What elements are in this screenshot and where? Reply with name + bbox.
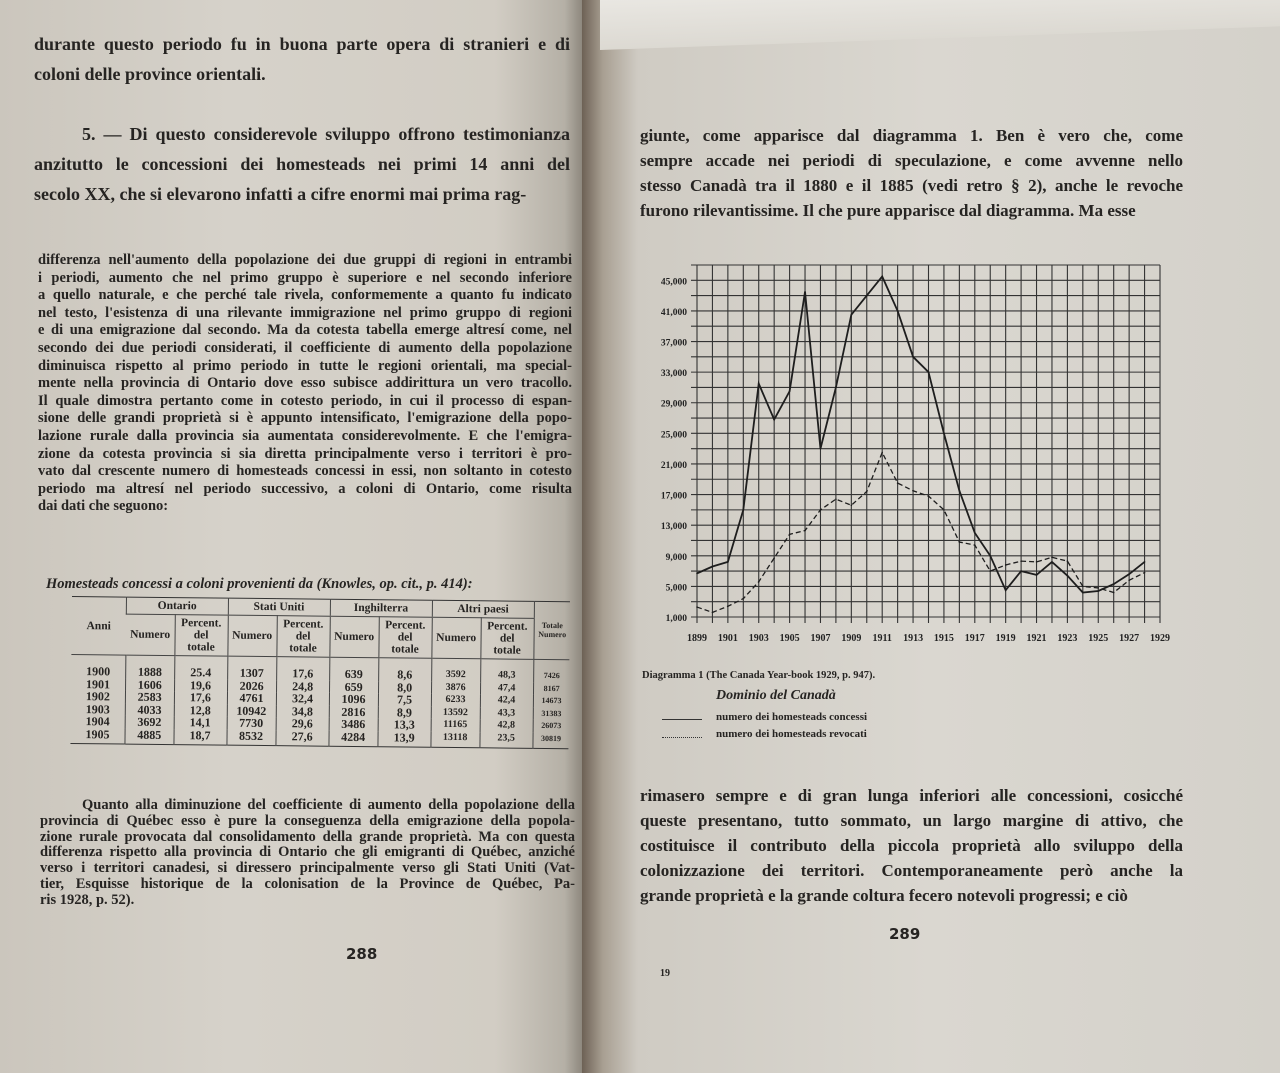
table-cell: 1307 bbox=[227, 656, 276, 680]
footnote-line: mente nella provincia di Ontario dove esso subisce addirittura un vero tracollo. bbox=[38, 375, 572, 392]
series-line-revocati bbox=[697, 452, 1145, 612]
data-point bbox=[989, 570, 991, 572]
footnote-line: a quello naturale, e che perché tale rivela, conformemente a quanto fu indicato bbox=[38, 287, 572, 304]
series-line-concessi bbox=[697, 276, 1145, 592]
data-point bbox=[974, 544, 976, 546]
table-cell: 4033 bbox=[125, 703, 174, 716]
data-point bbox=[1036, 574, 1038, 576]
data-point bbox=[928, 495, 930, 497]
table-cell: 2026 bbox=[227, 679, 276, 692]
table-cell: 8532 bbox=[226, 729, 275, 746]
data-point bbox=[1097, 590, 1099, 592]
text-line: sempre accade nei periodi di speculazione, e come avvenne nello bbox=[640, 151, 1183, 170]
x-tick-label: 1907 bbox=[810, 633, 831, 644]
table-cell: 4284 bbox=[329, 730, 378, 747]
text-line: provincia di Québec esso è pure la conseguenza della emigrazione della popola- bbox=[40, 812, 575, 829]
data-point bbox=[804, 291, 806, 293]
data-point bbox=[851, 314, 853, 316]
data-point bbox=[1144, 561, 1146, 563]
data-point bbox=[1005, 589, 1007, 591]
data-point bbox=[1020, 570, 1022, 572]
data-point bbox=[743, 598, 745, 600]
data-point bbox=[1082, 586, 1084, 588]
x-tick-label: 1925 bbox=[1088, 633, 1109, 644]
data-point bbox=[959, 490, 961, 492]
data-point bbox=[1097, 587, 1099, 589]
table-cell: 1888 bbox=[126, 655, 175, 679]
table-cell: 639 bbox=[329, 657, 378, 681]
data-point bbox=[1067, 575, 1069, 577]
x-tick-label: 1899 bbox=[687, 633, 707, 644]
data-point bbox=[974, 532, 976, 534]
footnote-line: e di una emigrazione dal secondo. Ma da cotesta tabella emerge altresí come, nel bbox=[38, 322, 572, 339]
text-line: coloni delle province orientali. bbox=[34, 64, 266, 84]
x-tick-label: 1913 bbox=[903, 633, 924, 644]
footnote-line: dai dati che seguono: bbox=[38, 498, 169, 515]
table-cell: 30819 bbox=[533, 733, 570, 749]
page-number-left: 288 bbox=[346, 945, 378, 963]
data-point bbox=[820, 448, 822, 450]
x-tick-label: 1911 bbox=[872, 633, 892, 644]
y-tick-label: 5,000 bbox=[665, 583, 687, 594]
table-cell: 13,9 bbox=[378, 731, 431, 748]
legend-label-concessi: numero dei homesteads concessi bbox=[716, 711, 868, 723]
footnote-line: periodo ma altresí nel periodo successivo, a coloni di Ontario, come risulta bbox=[38, 480, 572, 497]
table-cell: 1905 bbox=[85, 726, 110, 742]
table-cell: 26073 bbox=[533, 720, 569, 733]
data-point bbox=[1144, 572, 1146, 574]
data-point bbox=[881, 276, 883, 278]
data-point bbox=[804, 530, 806, 532]
table-cell: 24,8 bbox=[276, 680, 329, 693]
table-cell: 12,8 bbox=[174, 704, 227, 717]
footnote-line: sione delle grandi proprietà si è appunto intensificato, l'emigrazione della popo- bbox=[38, 410, 572, 427]
footnote-line: lazione rurale dalla provincia sia aumentata considerevolmente. E che l'emigra- bbox=[38, 428, 572, 444]
y-tick-label: 37,000 bbox=[660, 338, 687, 349]
table-cell: 42,8 bbox=[480, 720, 533, 733]
data-point bbox=[1082, 592, 1084, 594]
data-point bbox=[959, 541, 961, 543]
table-cell: 14673 bbox=[533, 695, 569, 708]
data-point bbox=[712, 566, 714, 568]
table-cell: 8167 bbox=[533, 683, 569, 696]
text-line: Quanto alla diminuzione del coefficiente di aumento della popolazione della bbox=[82, 797, 575, 813]
table-cell: 1904 bbox=[85, 714, 110, 729]
data-point bbox=[866, 491, 868, 493]
footnote-line: differenza nell'aumento della popolazione dei due gruppi di regioni in entrambi bbox=[38, 252, 572, 268]
y-tick-label: 33,000 bbox=[660, 369, 687, 380]
subcol-numero: Numero bbox=[126, 614, 175, 656]
text-line: tier, Esquisse historique de la colonisation de la Province de Québec, Pa- bbox=[40, 876, 575, 892]
y-tick-label: 21,000 bbox=[660, 460, 687, 471]
table-cell: 17,6 bbox=[174, 691, 227, 704]
footnote-line: i periodi, aumento che nel primo gruppo è superiore e nel secondo inferiore bbox=[38, 269, 572, 286]
legend-dotted-line bbox=[662, 737, 702, 738]
data-point bbox=[1020, 560, 1022, 562]
x-tick-label: 1929 bbox=[1150, 633, 1170, 644]
text-line: rimasero sempre e di gran lunga inferiori alle concessioni, cosicché bbox=[640, 786, 1183, 805]
data-point bbox=[835, 498, 837, 500]
table-cell: 31383 bbox=[533, 708, 569, 721]
table-cell: 4761 bbox=[227, 692, 276, 705]
table-cell: 3876 bbox=[431, 682, 480, 695]
data-point bbox=[1113, 592, 1115, 594]
text-line: stesso Canadà tra il 1880 e il 1885 (vedi retro § 2), anche le revoche bbox=[640, 176, 1183, 195]
footnote-line: zione da cotesta provincia si sia diretta principalmente verso i territori è pro- bbox=[38, 445, 572, 462]
text-line: costituisce il contributo della piccola proprietà allo sviluppo della bbox=[640, 836, 1183, 855]
x-tick-label: 1901 bbox=[717, 633, 738, 644]
table-cell: 1902 bbox=[85, 689, 111, 704]
data-point bbox=[912, 356, 914, 358]
table-cell: 1096 bbox=[329, 693, 378, 706]
x-tick-label: 1919 bbox=[995, 633, 1016, 644]
data-point bbox=[820, 509, 822, 511]
table-cell: 27,6 bbox=[276, 730, 329, 747]
table-cell: 23,5 bbox=[480, 732, 533, 749]
table-cell: 34,8 bbox=[276, 705, 329, 718]
table-cell: 29,6 bbox=[276, 717, 329, 730]
data-point bbox=[1128, 579, 1130, 581]
subcol-numero: Numero bbox=[431, 617, 480, 659]
x-tick-label: 1921 bbox=[1026, 633, 1047, 644]
col-totale: Totale Numero bbox=[533, 601, 570, 660]
text-line: queste presentano, tutto sommato, un largo margine di attivo, che bbox=[640, 811, 1183, 830]
data-point bbox=[1051, 557, 1053, 559]
text-line: zione rurale provocata dal consolidamento della grande proprietà. Ma con questa bbox=[40, 828, 575, 845]
subcol-percent: Percent. del totale bbox=[276, 616, 329, 658]
table-cell: 8,0 bbox=[378, 681, 431, 694]
data-point bbox=[835, 387, 837, 389]
text-line: grande proprietà e la grande coltura fecero notevoli progressi; e ciò bbox=[640, 886, 1128, 905]
table-cell: 10942 bbox=[227, 704, 276, 717]
data-point bbox=[727, 561, 729, 563]
table-caption: Homesteads concessi a coloni provenienti da (Knowles, op. cit., p. 414): bbox=[46, 576, 473, 592]
data-point bbox=[943, 509, 945, 511]
table-cell: 1606 bbox=[126, 678, 175, 691]
x-tick-label: 1927 bbox=[1119, 633, 1140, 644]
y-tick-label: 1,000 bbox=[665, 614, 687, 624]
table-cell: 19,6 bbox=[174, 679, 227, 692]
footnote-line: diminuisca rispetto al primo periodo in tutte le regioni orientali, ma special- bbox=[38, 357, 572, 374]
data-point bbox=[758, 383, 760, 385]
table-cell: 7730 bbox=[227, 717, 276, 730]
y-tick-label: 41,000 bbox=[660, 307, 687, 318]
text-line: secolo XX, che si elevarono infatti a cifre enormi mai prima rag- bbox=[34, 184, 527, 204]
text-line: ris 1928, p. 52). bbox=[40, 891, 135, 908]
diagram-1-chart bbox=[630, 255, 1180, 655]
data-point bbox=[1051, 561, 1053, 563]
table-cell: 42,4 bbox=[480, 695, 533, 708]
data-point bbox=[712, 612, 714, 614]
data-point bbox=[758, 581, 760, 583]
y-tick-label: 17,000 bbox=[660, 491, 687, 502]
data-point bbox=[743, 509, 745, 511]
chart-title: Dominio del Canadà bbox=[716, 688, 836, 703]
text-line: 5. — Di questo considerevole sviluppo offrono testimonianza bbox=[82, 124, 570, 144]
table-cell: 659 bbox=[329, 680, 378, 693]
footnote-line: secondo dei due periodi considerati, il coefficiente di aumento della popolazione bbox=[38, 340, 572, 356]
table-cell: 7426 bbox=[533, 660, 570, 683]
table-cell: 14,1 bbox=[174, 716, 227, 729]
data-point bbox=[881, 452, 883, 454]
data-point bbox=[912, 490, 914, 492]
text-line: furono rilevantissime. Il che pure apparisce dal diagramma. Ma esse bbox=[640, 201, 1136, 220]
table-cell: 3486 bbox=[329, 718, 378, 731]
data-point bbox=[1005, 564, 1007, 566]
col-anni: Anni bbox=[71, 597, 126, 656]
footnote-line: nel testo, l'esistenza di una rilevante immigrazione nel primo gruppo di regioni bbox=[38, 304, 572, 321]
text-line: differenza rispetto alla provincia di Ontario che gli emigranti di Québec, anziché bbox=[40, 844, 575, 861]
col-ontario: Ontario bbox=[126, 597, 228, 615]
data-point bbox=[989, 555, 991, 557]
col-stati-uniti: Stati Uniti bbox=[228, 598, 330, 616]
data-point bbox=[1036, 561, 1038, 563]
y-tick-label: 25,000 bbox=[660, 430, 687, 441]
signature-mark: 19 bbox=[660, 968, 670, 979]
subcol-percent: Percent. del totale bbox=[378, 617, 431, 659]
table-cell: 8,9 bbox=[378, 706, 431, 719]
table-cell: 32,4 bbox=[276, 692, 329, 705]
data-point bbox=[1113, 583, 1115, 585]
subcol-numero: Numero bbox=[329, 616, 378, 658]
subcol-percent: Percent. del totale bbox=[480, 618, 533, 660]
col-inghilterra: Inghilterra bbox=[330, 599, 432, 617]
data-point bbox=[773, 419, 775, 421]
y-tick-label: 13,000 bbox=[660, 522, 687, 533]
table-cell: 11165 bbox=[431, 719, 480, 732]
table-cell: 2583 bbox=[125, 691, 174, 704]
y-tick-label: 45,000 bbox=[660, 277, 687, 288]
table-cell: 48,3 bbox=[480, 659, 533, 683]
table-cell: 7,5 bbox=[378, 693, 431, 706]
table-cell: 13592 bbox=[431, 707, 480, 720]
subcol-numero: Numero bbox=[227, 615, 276, 657]
x-tick-label: 1909 bbox=[841, 633, 862, 644]
data-point bbox=[1128, 573, 1130, 575]
data-point bbox=[928, 371, 930, 373]
data-point bbox=[943, 433, 945, 435]
subcol-percent: Percent. del totale bbox=[174, 615, 227, 657]
table-cell: 25.4 bbox=[174, 656, 227, 680]
data-point bbox=[897, 482, 899, 484]
x-tick-label: 1905 bbox=[779, 633, 800, 644]
legend-label-revocati: numero dei homesteads revocati bbox=[716, 728, 867, 740]
page-number-right: 289 bbox=[889, 925, 921, 943]
data-point bbox=[727, 605, 729, 607]
y-tick-label: 9,000 bbox=[665, 552, 687, 563]
text-line: durante questo periodo fu in buona parte opera di stranieri e di bbox=[34, 34, 570, 54]
data-point bbox=[773, 557, 775, 559]
legend-solid-line bbox=[662, 719, 702, 720]
data-point bbox=[1067, 560, 1069, 562]
diagram-caption: Diagramma 1 (The Canada Year-book 1929, p. 947). bbox=[642, 670, 876, 681]
table-cell: 3692 bbox=[125, 716, 174, 729]
homesteads-table bbox=[70, 596, 570, 749]
text-line: anzitutto le concessioni dei homesteads nei primi 14 anni del bbox=[34, 154, 570, 174]
table-cell: 8,6 bbox=[378, 658, 431, 682]
x-tick-label: 1917 bbox=[964, 633, 985, 644]
data-point bbox=[866, 295, 868, 297]
x-tick-label: 1903 bbox=[748, 633, 769, 644]
table-cell: 1900 bbox=[86, 664, 111, 679]
table-cell: 43,3 bbox=[480, 707, 533, 720]
y-tick-label: 29,000 bbox=[660, 399, 687, 410]
data-point bbox=[851, 504, 853, 506]
footnote-line: vato dal crescente numero di homesteads concessi in essi, non soltanto in cotesto bbox=[38, 463, 572, 480]
data-point bbox=[696, 606, 698, 608]
table-cell: 18,7 bbox=[173, 729, 226, 746]
text-line: verso i territori canadesi, si diressero principalmente verso gli Stati Uniti (Vat- bbox=[40, 860, 575, 877]
table-cell: 1903 bbox=[85, 701, 110, 717]
table-cell: 6233 bbox=[431, 694, 480, 707]
table-cell: 13,3 bbox=[378, 718, 431, 731]
data-point bbox=[789, 390, 791, 392]
data-point bbox=[696, 573, 698, 575]
x-tick-label: 1923 bbox=[1057, 633, 1078, 644]
table-cell: 47,4 bbox=[480, 682, 533, 695]
footnote-line: Il quale dimostra pertanto come in cotesto periodo, in cui il processo di espan- bbox=[38, 392, 572, 409]
data-point bbox=[789, 534, 791, 536]
table-cell: 13118 bbox=[431, 732, 480, 749]
col-altri-paesi: Altri paesi bbox=[432, 600, 534, 618]
table-cell: 4885 bbox=[125, 728, 174, 745]
text-line: colonizzazione dei territori. Contemporaneamente però anche la bbox=[640, 861, 1183, 880]
table-cell: 2816 bbox=[329, 705, 378, 718]
table-cell: 1901 bbox=[86, 676, 111, 692]
text-line: giunte, come apparisce dal diagramma 1. Ben è vero che, come bbox=[640, 126, 1183, 145]
table-cell: 3592 bbox=[431, 659, 480, 683]
data-point bbox=[897, 310, 899, 312]
table-cell: 17,6 bbox=[276, 657, 329, 681]
x-tick-label: 1915 bbox=[933, 633, 954, 644]
